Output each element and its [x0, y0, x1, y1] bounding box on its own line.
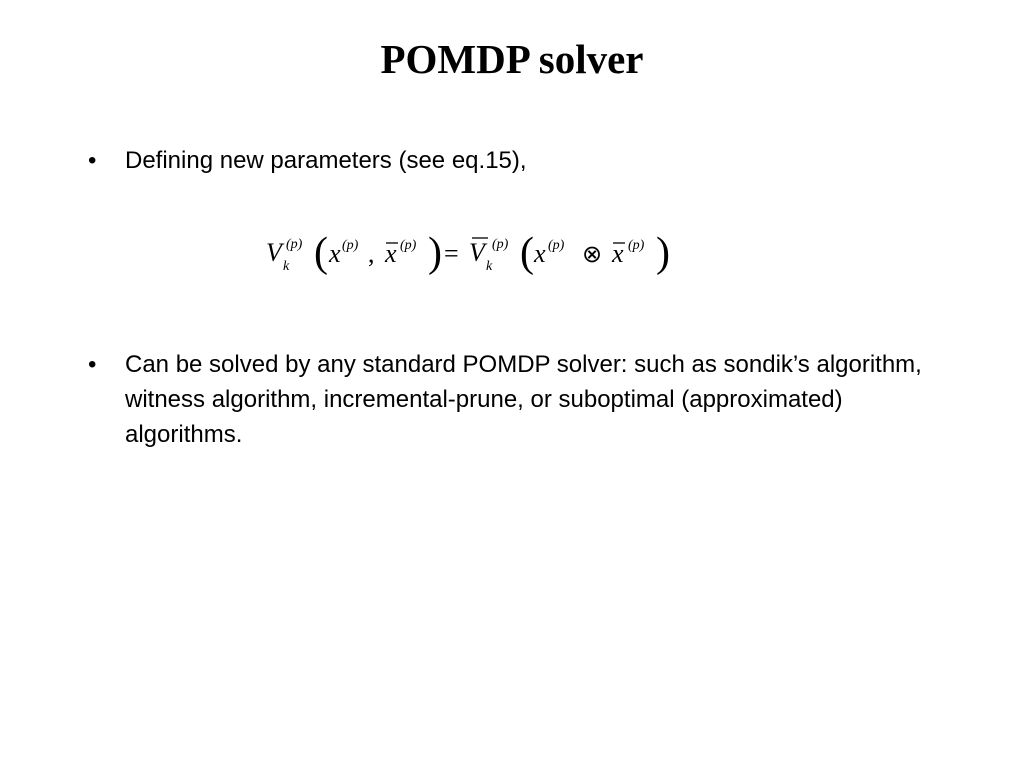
eq-sup: (p) [548, 238, 565, 253]
eq-otimes: ⊗ [582, 242, 603, 268]
eq-x: x [612, 239, 624, 268]
eq-x: x [385, 239, 397, 268]
eq-sup: (p) [400, 238, 417, 253]
eq-sub-k: k [283, 259, 290, 274]
eq-lparen: ( [520, 230, 534, 276]
equation [262, 222, 682, 282]
eq-sup: (p) [342, 238, 359, 253]
eq-rparen: ) [428, 230, 442, 276]
eq-sup: (p) [628, 238, 645, 253]
eq-rparen: ) [656, 230, 670, 276]
eq-lparen: ( [314, 230, 328, 276]
slide-title: POMDP solver [380, 36, 644, 82]
eq-x: x [329, 239, 341, 268]
bullet-item [88, 143, 938, 178]
equation-graphic [262, 222, 682, 282]
eq-V: V [266, 238, 282, 267]
eq-comma: , [368, 239, 375, 268]
bullet-marker: • [88, 147, 97, 174]
eq-sub-k: k [486, 259, 493, 274]
bullet-item [88, 347, 938, 452]
eq-V: V [469, 238, 485, 267]
eq-equals: = [444, 239, 459, 268]
eq-sup: (p) [492, 237, 509, 252]
eq-x: x [534, 239, 546, 268]
bullet-text: Defining new parameters (see eq.15), [125, 147, 527, 174]
bullet-text: Can be solved by any standard POMDP solver: such as sondik’s algorithm, witness algorithm, incremental-prune, or suboptimal (approximated) algorithms. [125, 351, 922, 448]
bullet-marker: • [88, 351, 97, 378]
eq-sup: (p) [286, 237, 303, 252]
